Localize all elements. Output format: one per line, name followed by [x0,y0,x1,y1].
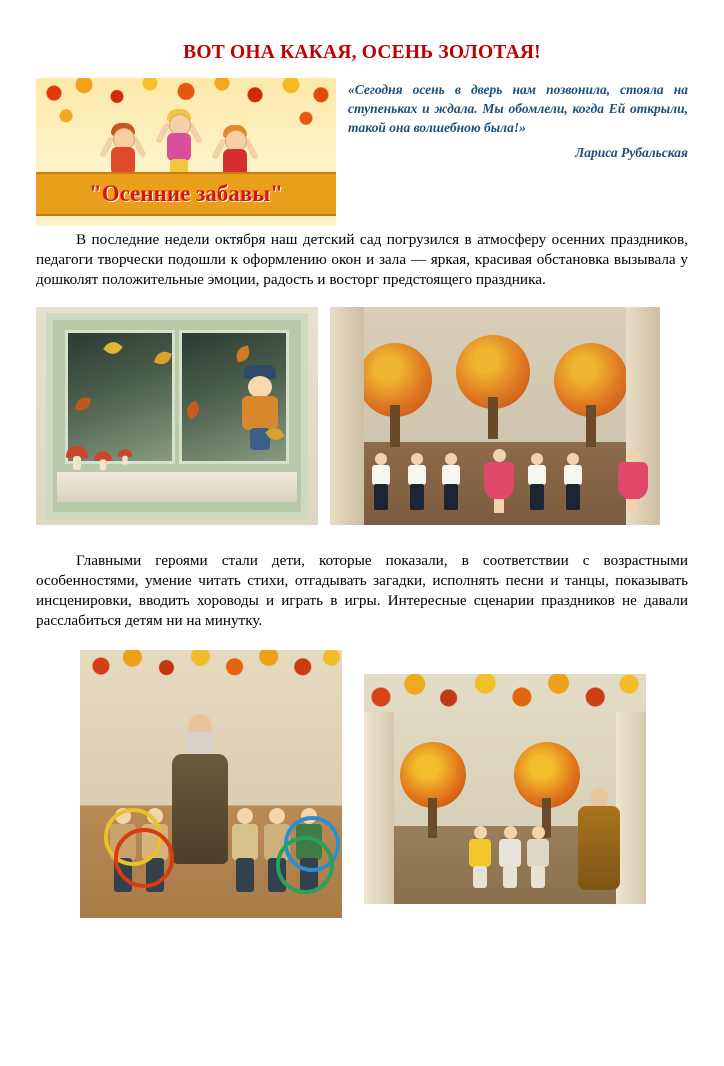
photo-row-second [36,650,688,918]
epigraph-text: «Сегодня осень в дверь нам позвонила, стояла на ступеньках и ждала. Мы обомлели, когда Ей открыли, такой она волшебною была!» [348,82,688,136]
epigraph-block [348,78,688,161]
paragraph-2: Главными героями стали дети, которые показали, в соответствии с возрастными особенностями, умение читать стихи, отгадывать загадки, исполнять песни и танцы, показывать инсценировки, вводить хороводы и играть в игры. Интересные сценарии праздников не давали расслабиться детям ни на минутку. [36,552,688,629]
poster-banner [36,172,336,216]
poster-banner-text: "Осенние забавы" [89,181,283,206]
costumed-character [172,714,228,864]
costumed-adult [578,788,620,890]
photo-decorated-hall-performance [364,674,646,904]
hoop-red [114,828,174,888]
photo-hall-children-dancing [330,307,660,525]
paragraph-1: В последние недели октября наш детский сад погрузился в атмосферу осенних праздников, педагоги творчески подошли к оформлению окон и зала — яркая, красивая обстановка вызывала у дошколят положительные эмоции, радость и восторг предстоящего праздника. [36,231,688,288]
photo-window-autumn-decor [36,307,318,525]
photo-row-first [36,307,688,525]
autumn-fun-poster [36,78,336,226]
epigraph-author: Лариса Рубальская [574,145,688,161]
photo-children-with-hoops [80,650,342,918]
hoop-green [276,836,334,894]
header-block [36,78,688,226]
page-title: ВОТ ОНА КАКАЯ, ОСЕНЬ ЗОЛОТАЯ! [183,42,541,63]
document-page [0,42,724,1066]
